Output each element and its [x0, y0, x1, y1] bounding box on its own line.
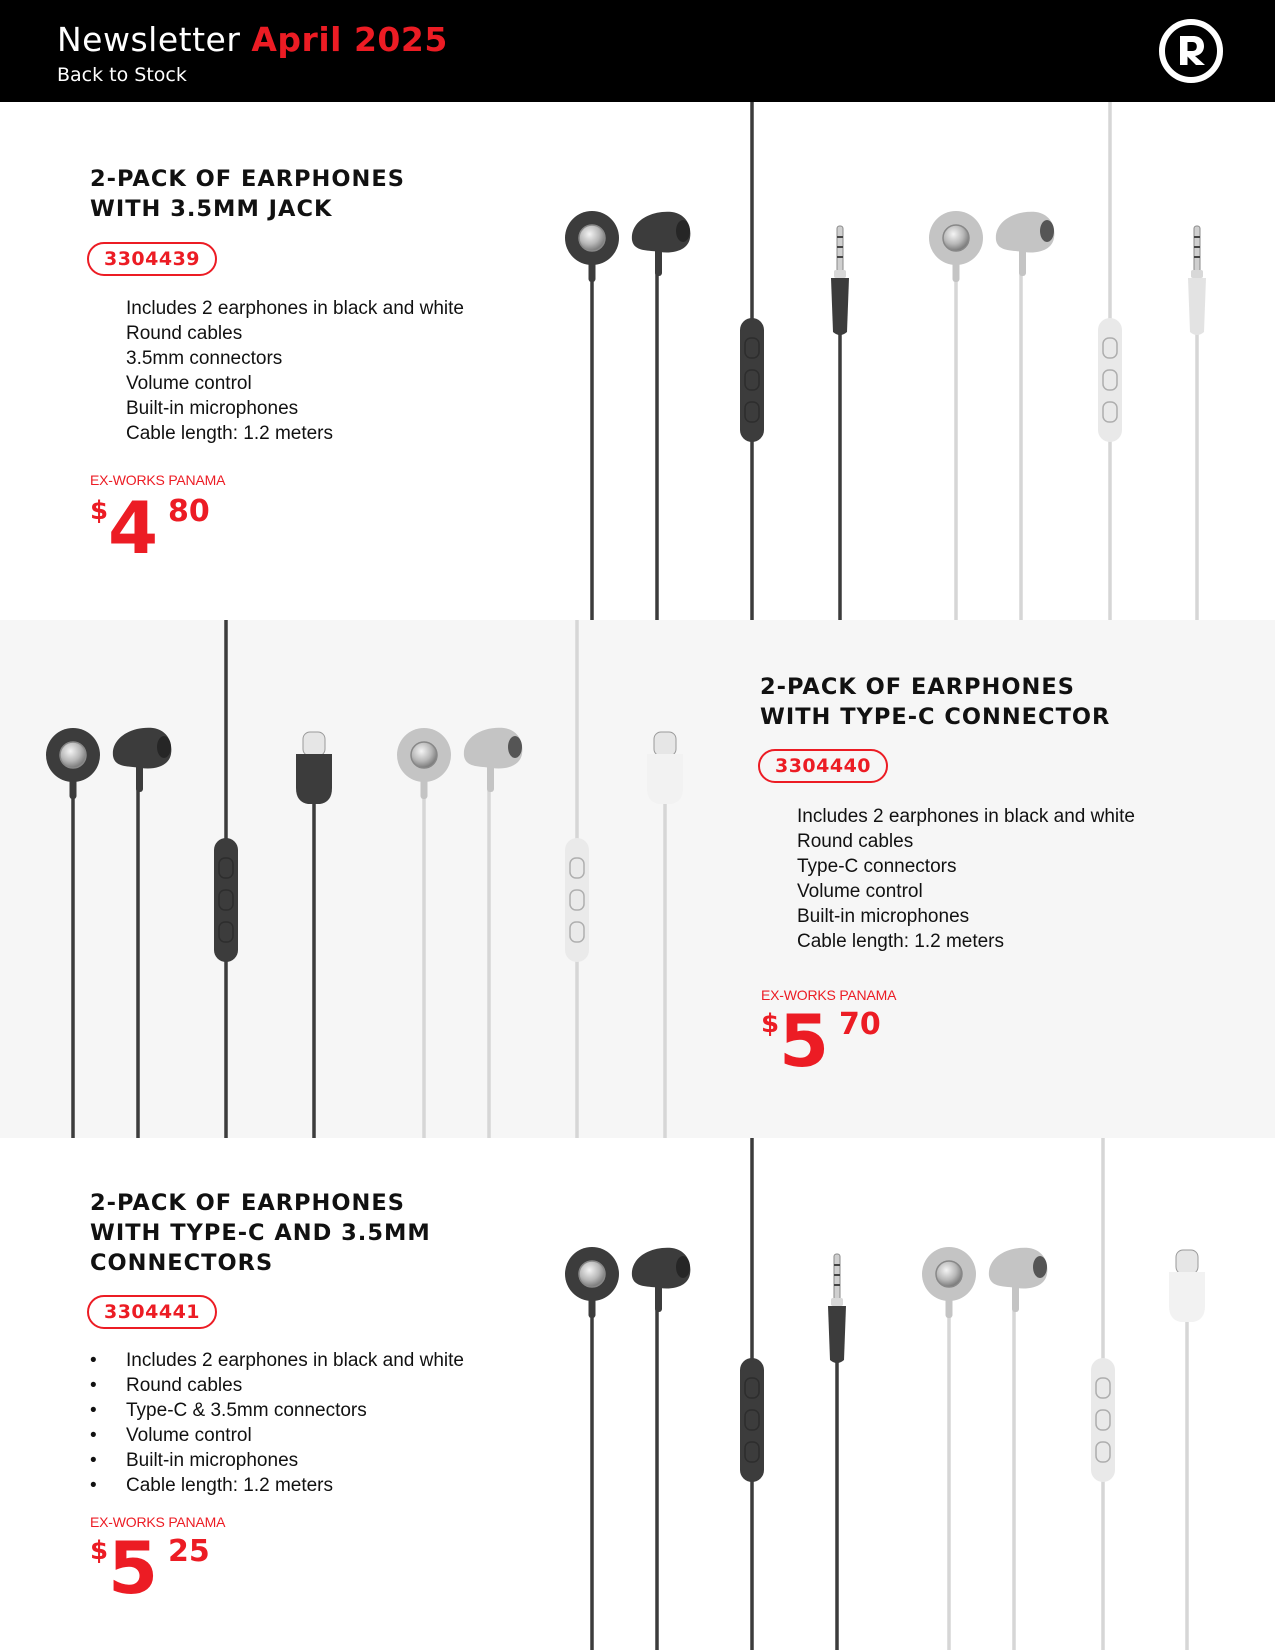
feature-item: • Type-C & 3.5mm connectors: [90, 1398, 464, 1423]
sku-badge: 3304440: [758, 749, 888, 783]
product-image-3304439: [545, 102, 1215, 620]
newsletter-issue: April 2025: [251, 20, 448, 59]
product-title-line: 2-PACK OF EARPHONES: [90, 1190, 405, 1216]
price-currency: $: [761, 1009, 780, 1039]
price-decimal: 25: [168, 1534, 210, 1569]
feature-item: • Built-in microphones: [90, 1448, 464, 1473]
price-label: EX-WORKS PANAMA: [90, 1514, 226, 1530]
feature-list: [90, 1348, 464, 1498]
product-title: [90, 164, 405, 224]
feature-item: Built-in microphones: [126, 398, 299, 419]
feature-item: Type-C connectors: [797, 856, 957, 877]
feature-item: Includes 2 earphones in black and white: [797, 806, 1136, 827]
price-decimal: 70: [839, 1007, 881, 1042]
feature-item: • Cable length: 1.2 meters: [90, 1473, 464, 1498]
price: [761, 999, 891, 1085]
newsletter-label: Newsletter: [57, 20, 241, 59]
product-title-line: CONNECTORS: [90, 1250, 274, 1276]
registered-trademark-icon: [1158, 18, 1224, 84]
product-image-3304441: [545, 1138, 1215, 1650]
feature-item: Volume control: [126, 373, 252, 394]
feature-item: Round cables: [797, 831, 914, 852]
price: [90, 486, 220, 572]
newsletter-title: [57, 20, 448, 59]
newsletter-subtitle: Back to Stock: [57, 64, 187, 86]
newsletter-header: [0, 0, 1275, 102]
feature-item: • Round cables: [90, 1373, 464, 1398]
product-title-line: WITH TYPE-C AND 3.5MM: [90, 1220, 431, 1246]
sku-badge: 3304439: [87, 242, 217, 276]
product-section-3304439: [0, 102, 1275, 620]
price-decimal: 80: [168, 494, 210, 529]
price-currency: $: [90, 1536, 109, 1566]
feature-item: Cable length: 1.2 meters: [126, 423, 334, 444]
product-title-line: WITH 3.5MM JACK: [90, 196, 333, 222]
product-section-3304441: [0, 1138, 1275, 1650]
price-integer: 5: [108, 1526, 157, 1610]
price: [90, 1526, 220, 1612]
feature-item: Includes 2 earphones in black and white: [126, 298, 465, 319]
feature-item: • Volume control: [90, 1423, 464, 1448]
product-title: [760, 672, 1110, 732]
feature-item: Cable length: 1.2 meters: [797, 931, 1005, 952]
product-image-3304440: [20, 620, 690, 1138]
sku-badge: 3304441: [87, 1295, 217, 1329]
price-label: EX-WORKS PANAMA: [761, 987, 897, 1003]
feature-item: Round cables: [126, 323, 243, 344]
price-currency: $: [90, 496, 109, 526]
product-title-line: 2-PACK OF EARPHONES: [90, 166, 405, 192]
feature-item: • Includes 2 earphones in black and white: [90, 1348, 464, 1373]
price-integer: 4: [108, 486, 157, 570]
product-section-3304440: [0, 620, 1275, 1138]
feature-item: Built-in microphones: [797, 906, 970, 927]
feature-list: [90, 296, 464, 446]
product-title: [90, 1188, 431, 1278]
product-title-line: 2-PACK OF EARPHONES: [760, 674, 1075, 700]
feature-item: Volume control: [797, 881, 923, 902]
price-integer: 5: [779, 999, 828, 1083]
feature-list: [761, 804, 1135, 954]
price-label: EX-WORKS PANAMA: [90, 472, 226, 488]
product-title-line: WITH TYPE-C CONNECTOR: [760, 704, 1111, 730]
feature-item: 3.5mm connectors: [126, 348, 283, 369]
